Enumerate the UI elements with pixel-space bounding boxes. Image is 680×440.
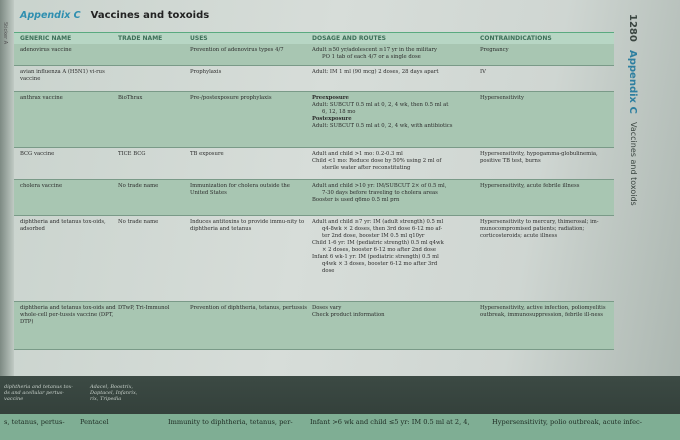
generic-name: s, tetanus, pertus- [4, 418, 65, 426]
dosage-line: 6, 12, 18 mo [322, 109, 356, 115]
table-row [14, 148, 614, 180]
page-gutter-shadow [0, 0, 14, 440]
generic-name: avian influenza A (H5N1) vi-rus vaccine [20, 69, 105, 82]
note-line: ds and acellular pertus- [4, 390, 65, 396]
dosage-line: ter 2nd dose, booster IM 0.5 ml q10yr [322, 233, 425, 239]
note-line: vaccine [4, 396, 24, 402]
table-row [14, 216, 614, 302]
uses: Prophylaxis [190, 69, 222, 75]
col-contraindications: CONTRAINDICATIONS [480, 35, 552, 42]
table-row [14, 302, 614, 350]
col-dosage: DOSAGE AND ROUTES [312, 35, 386, 42]
note-line: Adacel, Boostrix, [90, 384, 133, 390]
dosage [312, 219, 474, 275]
dosage [312, 183, 474, 204]
dosage-line: q4wk × 3 doses, booster 6-12 mo after 3rd [322, 261, 438, 267]
contraindications: Hypersensitivity [480, 95, 524, 101]
note-line: Daptacel, Infanrix, [90, 390, 138, 396]
dosage [312, 305, 474, 319]
uses: Prevention of diphtheria, tetanus, pertussis [190, 305, 307, 311]
page-title: Vaccines and toxoids [90, 10, 210, 21]
table-row [14, 92, 614, 148]
contraindications: Hypersensitivity, acute febrile illness [480, 183, 580, 189]
contraindications: Hypersensitivity, polio outbreak, acute infec- [492, 418, 642, 426]
dosage-line: Adult: IM 1 ml (90 mcg) 2 doses, 28 days apart [312, 69, 439, 75]
dosage [312, 151, 474, 172]
dosage [312, 47, 474, 61]
bottom-generic-note [4, 384, 73, 402]
dosage-line: Doses vary [312, 305, 342, 311]
col-trade-name: TRADE NAME [118, 35, 163, 42]
generic-name: anthrax vaccine [20, 95, 63, 101]
dosage-line: q4-8wk × 2 doses, then 3rd dose 6-12 mo af- [322, 226, 443, 232]
corner-sticker: Sticker A [2, 22, 8, 45]
contraindications: Pregnancy [480, 47, 509, 53]
page-header [20, 10, 209, 26]
trade-name: No trade name [118, 219, 159, 225]
generic-name: diphtheria and tetanus tox-oids and whole-cell per-tussis vaccine (DPT, DTP) [20, 305, 116, 325]
uses: TB exposure [190, 151, 224, 157]
dosage-line: Adult and child ≥7 yr: IM (adult strength) 0.5 ml [312, 219, 444, 225]
dosage-line: Child 1-6 yr: IM (pediatric strength) 0.5 ml q4wk [312, 240, 444, 246]
dosage [312, 95, 474, 130]
dosage-line: Booster is used q6mo 0.5 ml prn [312, 197, 400, 203]
col-generic-name: GENERIC NAME [20, 35, 72, 42]
bottom-table-row [0, 414, 680, 440]
dosage-line: × 2 doses, booster 6-12 mo after 2nd dose [322, 247, 437, 253]
dosage-line: Adult and child >1 mo: 0.2-0.3 ml [312, 151, 403, 157]
trade-name: TICE BCG [118, 151, 146, 157]
contraindications: IV [480, 69, 486, 75]
dosage [312, 69, 474, 76]
table-row [14, 180, 614, 216]
dosage-line: Child <1 mo: Reduce dose by 50% using 2 ml of [312, 158, 442, 164]
trade-name: DTwP, Tri-Immunol [118, 305, 170, 311]
dosage-line: PO 1 tab of each 4/7 or a single dose [322, 54, 421, 60]
trade-name: BioThrax [118, 95, 143, 101]
dosage-line: Adult ≥50 yr/adolescent ≥17 yr in the military [312, 47, 438, 53]
table-row [14, 44, 614, 66]
uses: Induces antitoxins to provide immu-nity to diphtheria and tetanus [190, 219, 305, 232]
dosage: Infant >6 wk and child ≤5 yr: IM 0.5 ml at 2, 4, [310, 418, 470, 426]
page-number: 1280 [627, 14, 638, 42]
side-appendix-label: Appendix C [627, 49, 638, 114]
trade-name: Pentacel [80, 418, 109, 426]
appendix-label: Appendix C [20, 10, 81, 21]
uses: Immunization for cholera outside the United States [190, 183, 290, 196]
contraindications: Hypersensitivity to mercury, thimerosal; im-munocompromised patients; radiation; corticosteroids; acute illness [480, 219, 599, 239]
generic-name: cholera vaccine [20, 183, 63, 189]
uses: Prevention of adenovirus types 4/7 [190, 47, 284, 53]
dosage-line: Adult: SUBCUT 0.5 ml at 0, 2, 4 wk, then 0.5 ml at [312, 102, 449, 108]
dosage-subhead: Preexposure [312, 95, 349, 101]
generic-name: diphtheria and tetanus tox-oids, adsorbed [20, 219, 106, 232]
dosage-line: sterile water after reconstituting [322, 165, 411, 171]
table-header [14, 32, 614, 44]
dosage-line: dose [322, 268, 335, 274]
side-subtitle: Vaccines and toxoids [629, 121, 638, 206]
generic-name: adenovirus vaccine [20, 47, 72, 53]
dosage-line: Infant 6 wk-1 yr: IM (pediatric strength) 0.5 ml [312, 254, 439, 260]
contraindications: Hypersensitivity, hypogamma-globulinemia, positive TB test, burns [480, 151, 598, 164]
table-row [14, 66, 614, 92]
note-line: diphtheria and tetanus tox- [4, 384, 73, 390]
dosage-line: Adult: SUBCUT 0.5 ml at 0, 2, 4 wk, with antibiotics [312, 123, 453, 129]
contraindications: Hypersensitivity, active infection, poliomyelitis outbreak, immunosuppression, febrile ill-ness [480, 305, 606, 318]
generic-name: BCG vaccine [20, 151, 55, 157]
trade-name: No trade name [118, 183, 159, 189]
bottom-trade-note [90, 384, 137, 402]
dosage-line: Adult and child >10 yr: IM/SUBCUT 2× of 0.5 ml, [312, 183, 447, 189]
note-line: rix, Tripedia [90, 396, 122, 402]
dosage-subhead: Postexposure [312, 116, 352, 122]
dosage-line: 7-30 days before traveling to cholera areas [322, 190, 438, 196]
uses: Immunity to diphtheria, tetanus, per- [168, 418, 293, 426]
dosage-line: Check product information [312, 312, 385, 318]
uses: Pre-/postexposure prophylaxis [190, 95, 272, 101]
row-divider [14, 349, 614, 350]
col-uses: USES [190, 35, 208, 42]
